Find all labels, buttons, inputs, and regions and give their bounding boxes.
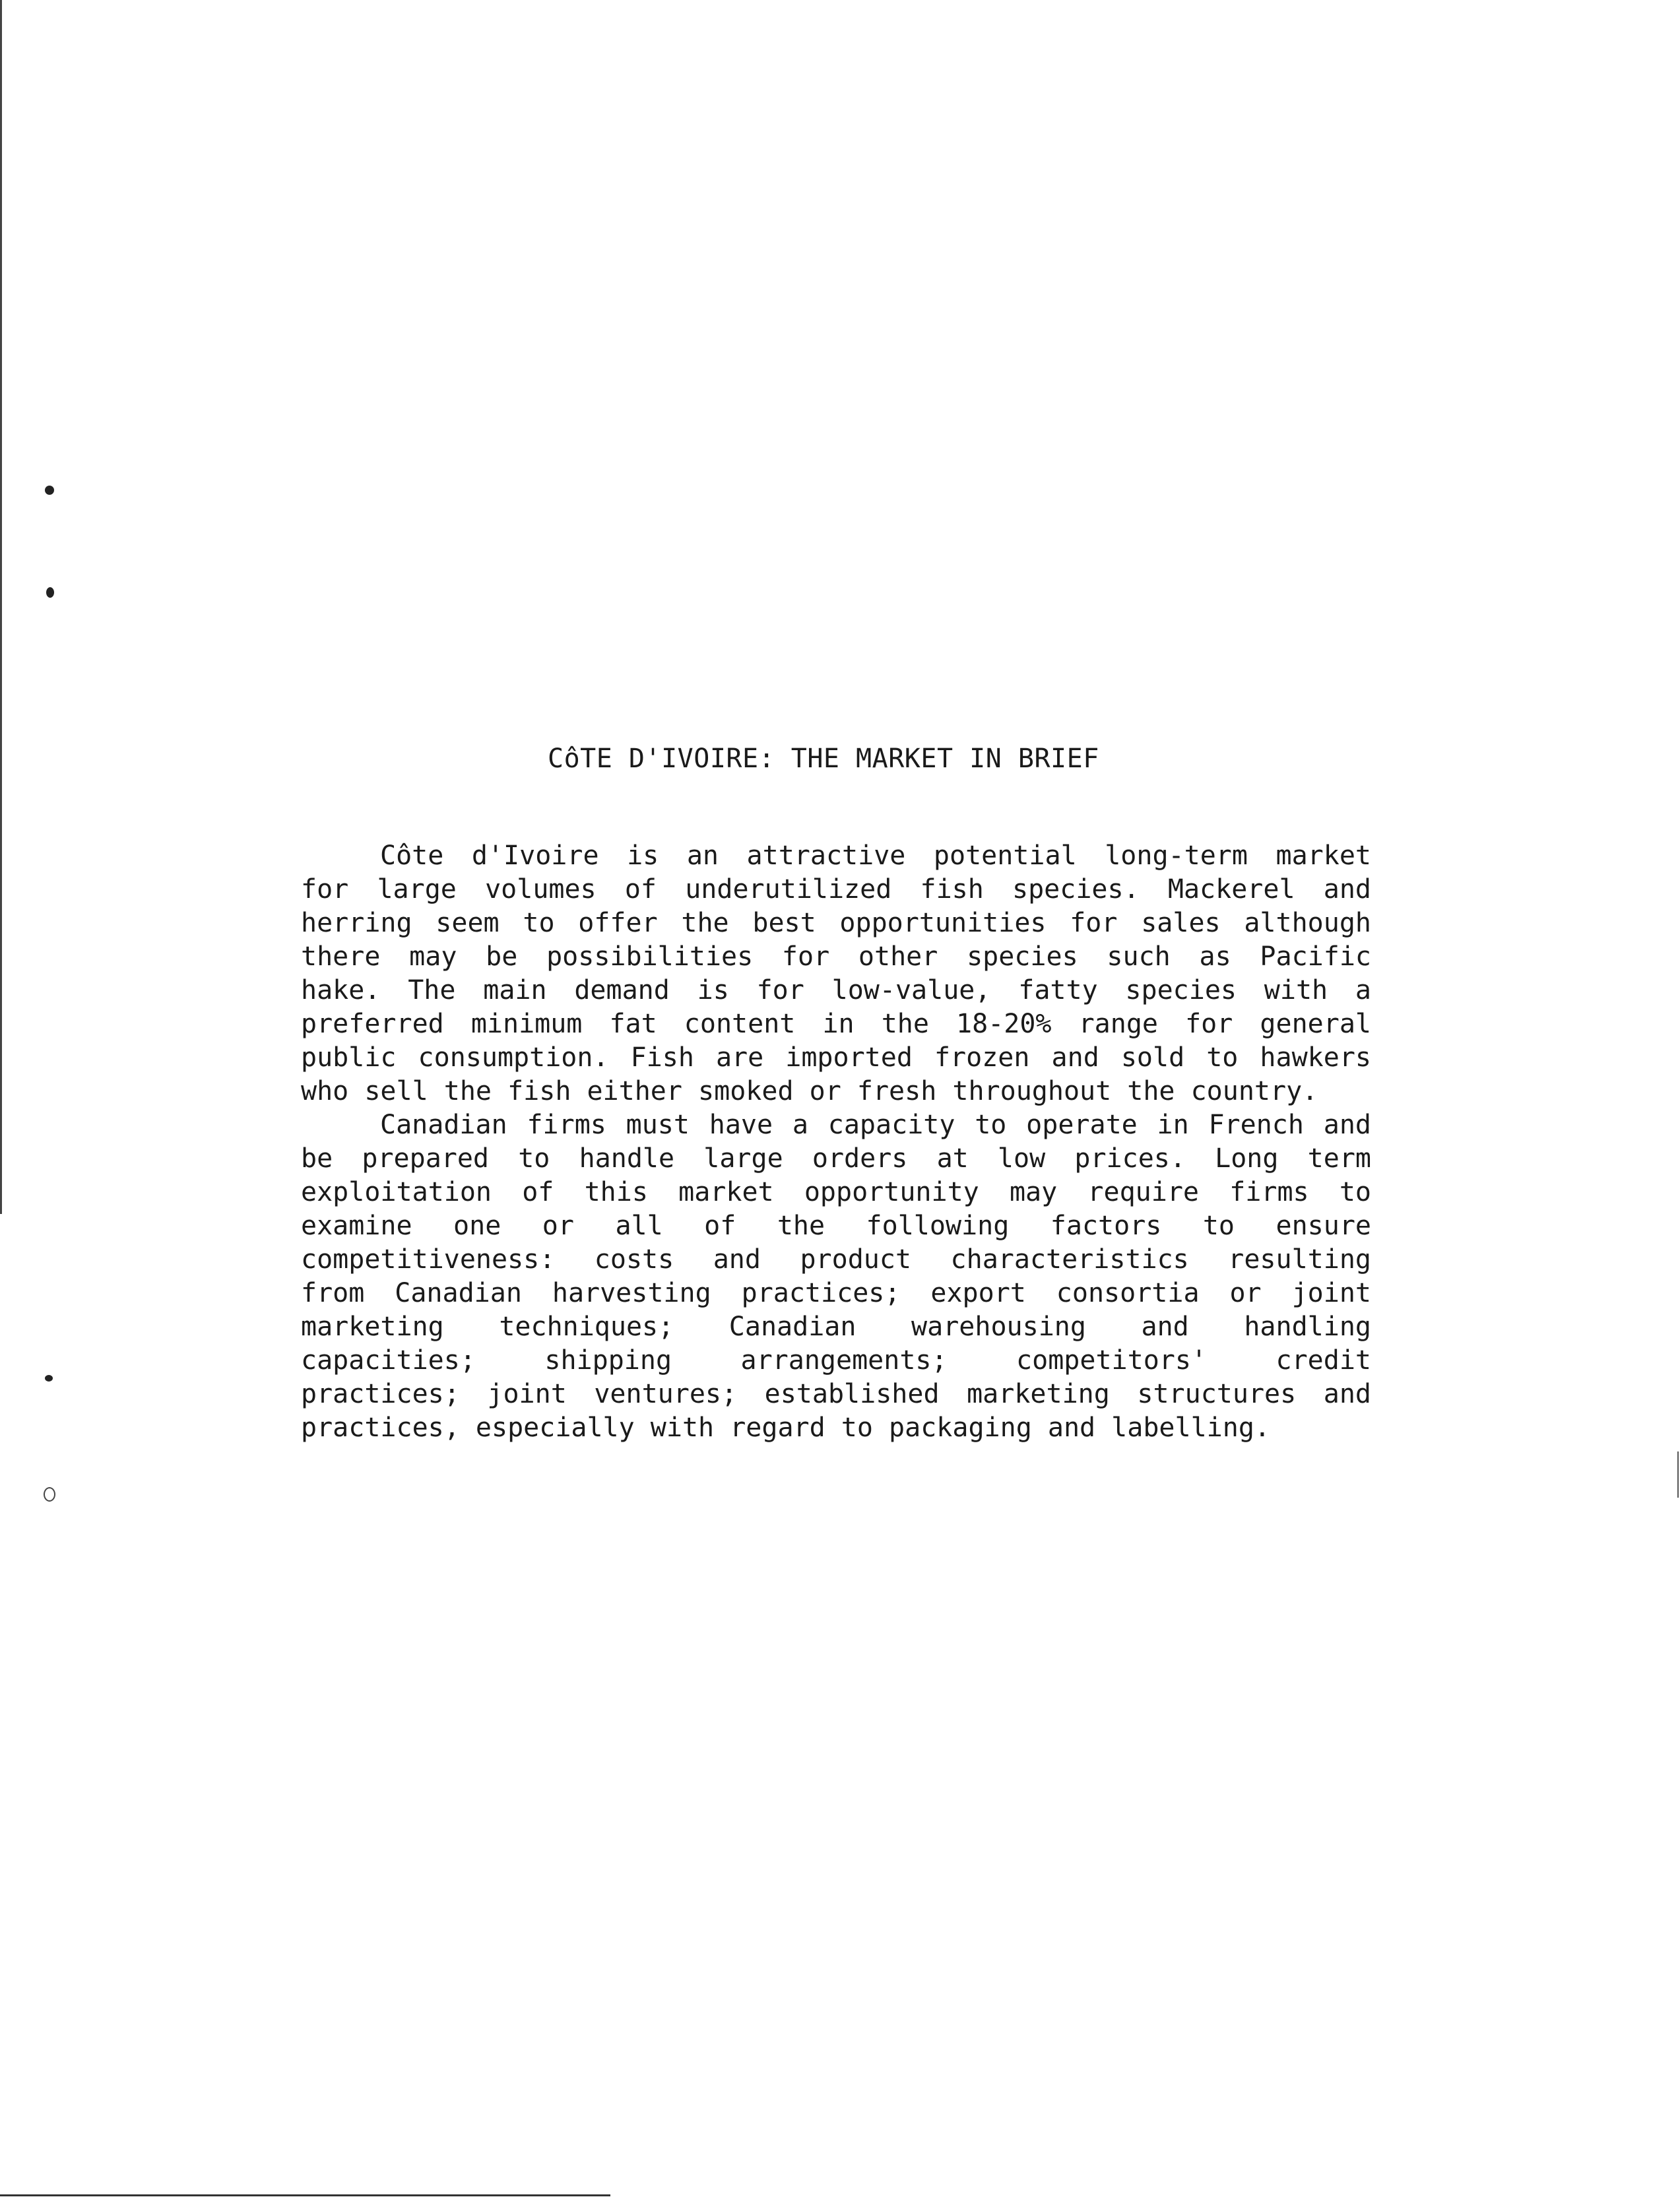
text-line: herring seem to offer the best opportunities for sales although [301, 908, 1371, 938]
scan-edge-right [1677, 1451, 1679, 1498]
text-line: public consumption. Fish are imported frozen and sold to hawkers [301, 1042, 1371, 1073]
body-text [301, 839, 1371, 1445]
scan-speck [45, 1375, 53, 1382]
text-line: from Canadian harvesting practices; export consortia or joint [301, 1278, 1371, 1308]
paragraph-1 [301, 839, 1371, 1108]
text-line: for large volumes of underutilized fish species. Mackerel and [301, 874, 1371, 905]
text-line: hake. The main demand is for low-value, fatty species with a [301, 975, 1371, 1005]
text-line: preferred minimum fat content in the 18-20% range for general [301, 1009, 1371, 1039]
scan-speck [44, 1487, 55, 1502]
text-line: examine one or all of the following factors to ensure [301, 1211, 1371, 1241]
paragraph-2 [301, 1108, 1371, 1445]
scan-speck [45, 486, 54, 495]
text-line: be prepared to handle large orders at low prices. Long term [301, 1143, 1371, 1174]
text-line: Canadian firms must have a capacity to operate in French and [380, 1110, 1371, 1140]
scan-edge-left [0, 0, 2, 1214]
text-line: practices; joint ventures; established marketing structures and [301, 1379, 1371, 1409]
text-line: there may be possibilities for other species such as Pacific [301, 941, 1371, 972]
page-title: CôTE D'IVOIRE: THE MARKET IN BRIEF [548, 744, 1099, 774]
text-line: who sell the fish either smoked or fresh throughout the country. [301, 1076, 1318, 1106]
text-line: Côte d'Ivoire is an attractive potential long-term market [380, 841, 1371, 871]
scan-edge-bottom [0, 2194, 610, 2196]
text-line: competitiveness: costs and product characteristics resulting [301, 1244, 1371, 1275]
scan-speck [46, 587, 54, 598]
text-line: marketing techniques; Canadian warehousing and handling [301, 1312, 1371, 1342]
text-line: capacities; shipping arrangements; competitors' credit [301, 1345, 1371, 1376]
text-line: practices, especially with regard to packaging and labelling. [301, 1413, 1271, 1443]
text-line: exploitation of this market opportunity may require firms to [301, 1177, 1371, 1207]
